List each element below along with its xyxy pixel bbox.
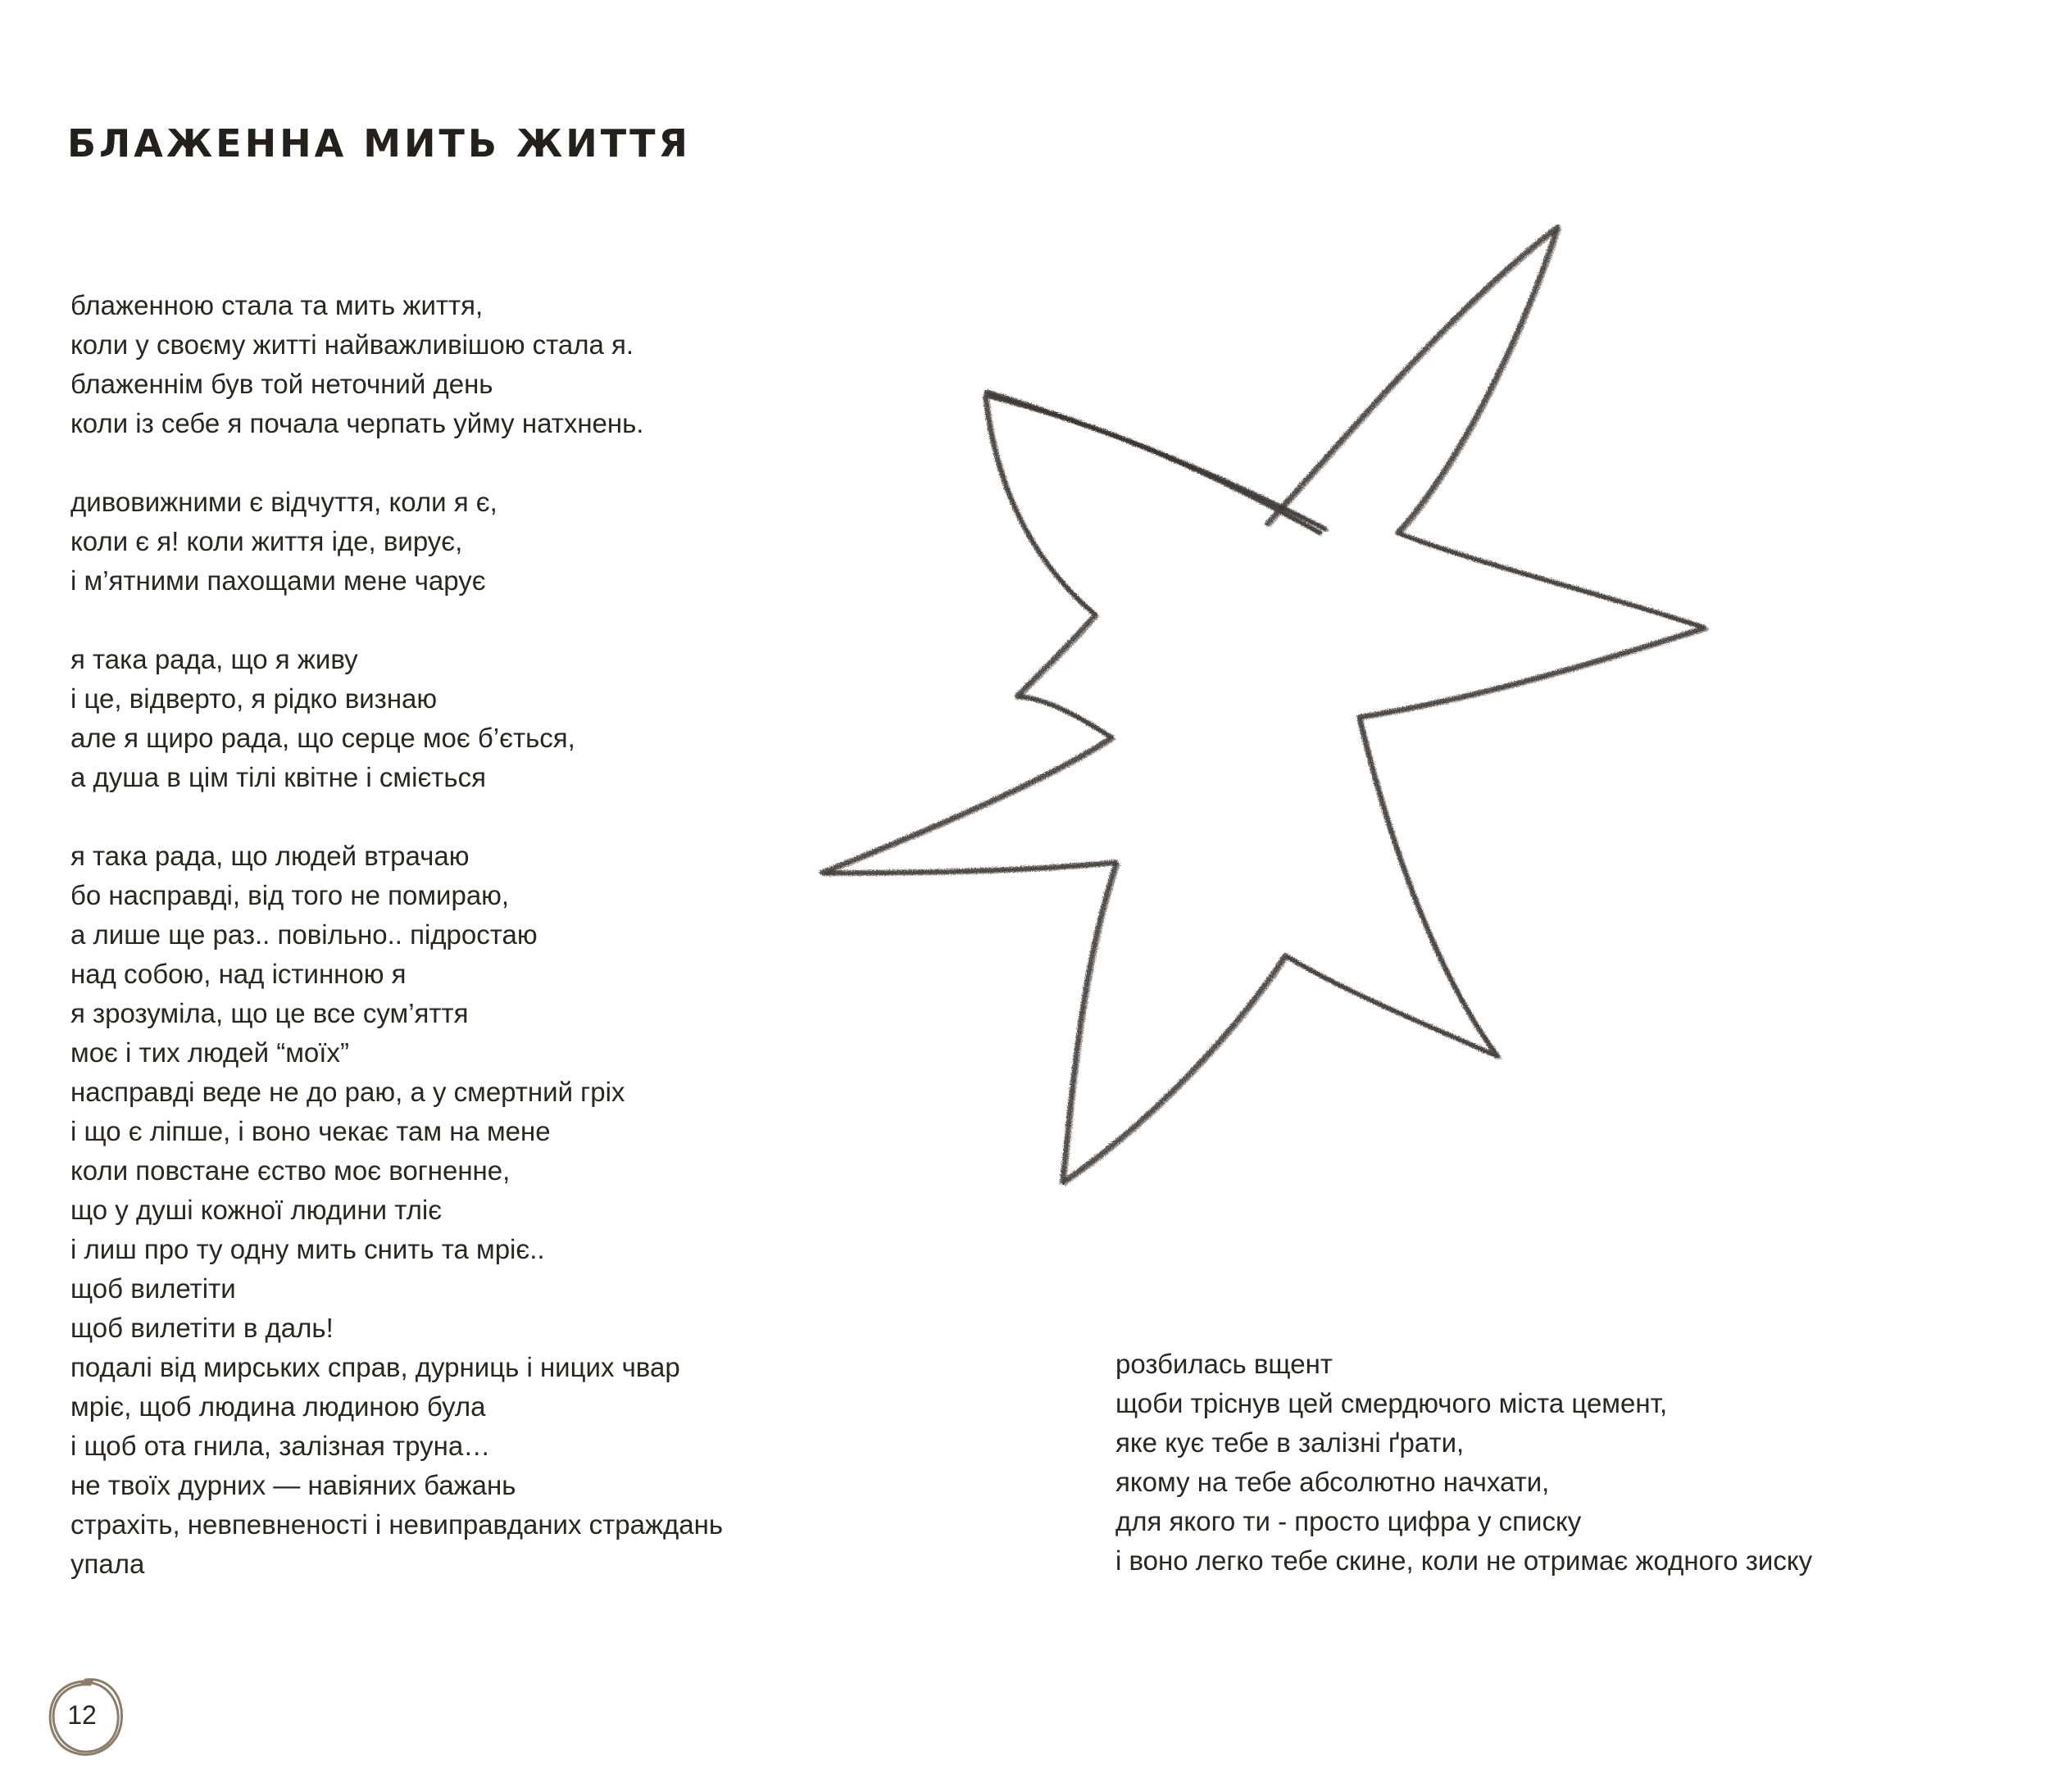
poem-line: мріє, щоб людина людиною була [70, 1391, 486, 1422]
poem-right-column [1115, 1345, 1812, 1581]
page-number-badge [43, 1673, 133, 1763]
poem-line: бо насправді, від того не помираю, [70, 880, 510, 910]
poem-line: блаженнім був той неточний день [70, 369, 493, 399]
star-outline-stroke [821, 227, 1705, 1182]
poem-line: дивовижними є відчуття, коли я є, [70, 487, 497, 517]
poem-line: блаженною стала та мить життя, [70, 290, 484, 320]
poem-line: коли є я! коли життя іде, вирує, [70, 526, 463, 556]
poem-line: і щоб ота гнила, залізная труна… [70, 1431, 491, 1461]
poem-line: упала [70, 1549, 145, 1579]
poem-line: коли повстане єство моє вогненне, [70, 1155, 511, 1186]
poem-line: страхіть, невпевненості і невиправданих страждань [70, 1509, 724, 1540]
poem-line: і м’ятними пахощами мене чарує [70, 565, 486, 596]
poem-line: розбилась вщент [1115, 1349, 1333, 1379]
poem-line: а лише ще раз.. повільно.. підростаю [70, 919, 538, 950]
poem-line: коли із себе я почала черпать уйму натхнень. [70, 408, 644, 438]
page-title: БЛАЖЕННА МИТЬ ЖИТТЯ [67, 121, 691, 166]
poem-line: щоб вилетіти в даль! [70, 1313, 334, 1343]
stanza-break [70, 601, 723, 640]
poem-line: коли у своєму житті найважливішою стала я. [70, 329, 634, 360]
stanza-break [70, 797, 723, 837]
poem-line: над собою, над істинною я [70, 959, 407, 989]
page-number: 12 [67, 1700, 97, 1730]
poem-line: і лиш про ту одну мить снить та мріє.. [70, 1234, 545, 1264]
poem-line: я така рада, що я живу [70, 644, 358, 674]
poem-line: що у душі кожної людини тліє [70, 1195, 443, 1225]
poem-line: яке кує тебе в залізні ґрати, [1115, 1427, 1465, 1458]
poem-line: а душа в цім тілі квітне і сміється [70, 762, 486, 792]
hand-drawn-star-icon [803, 205, 1721, 1196]
poem-line: і що є ліпше, і воно чекає там на мене [70, 1116, 551, 1146]
poem-line: і це, відверто, я рідко визнаю [70, 683, 438, 714]
poem-line: але я щиро рада, що серце моє б’ється, [70, 723, 575, 753]
poem-line: якому на тебе абсолютно начхати, [1115, 1467, 1550, 1497]
poem-line: подалі від мирських справ, дурниць і ницих чвар [70, 1352, 680, 1382]
poem-line: щоб вилетіти [70, 1273, 236, 1304]
star-outline-stroke [824, 229, 1707, 1184]
poem-left-column [70, 286, 723, 1584]
stanza-break [70, 443, 723, 483]
poem-line: для якого ти - просто цифра у списку [1115, 1506, 1582, 1536]
poem-line: я така рада, що людей втрачаю [70, 841, 470, 871]
poem-line: я зрозуміла, що це все сум’яття [70, 998, 469, 1028]
poem-line: і воно легко тебе скине, коли не отримає жодного зиску [1115, 1545, 1813, 1576]
poem-line: не твоїх дурних — навіяних бажань [70, 1470, 516, 1500]
poem-line: насправді веде не до раю, а у смертний гріх [70, 1077, 625, 1107]
poem-line: моє і тих людей “моїх” [70, 1037, 349, 1068]
poem-line: щоби тріснув цей смердючого міста цемент, [1115, 1388, 1668, 1418]
